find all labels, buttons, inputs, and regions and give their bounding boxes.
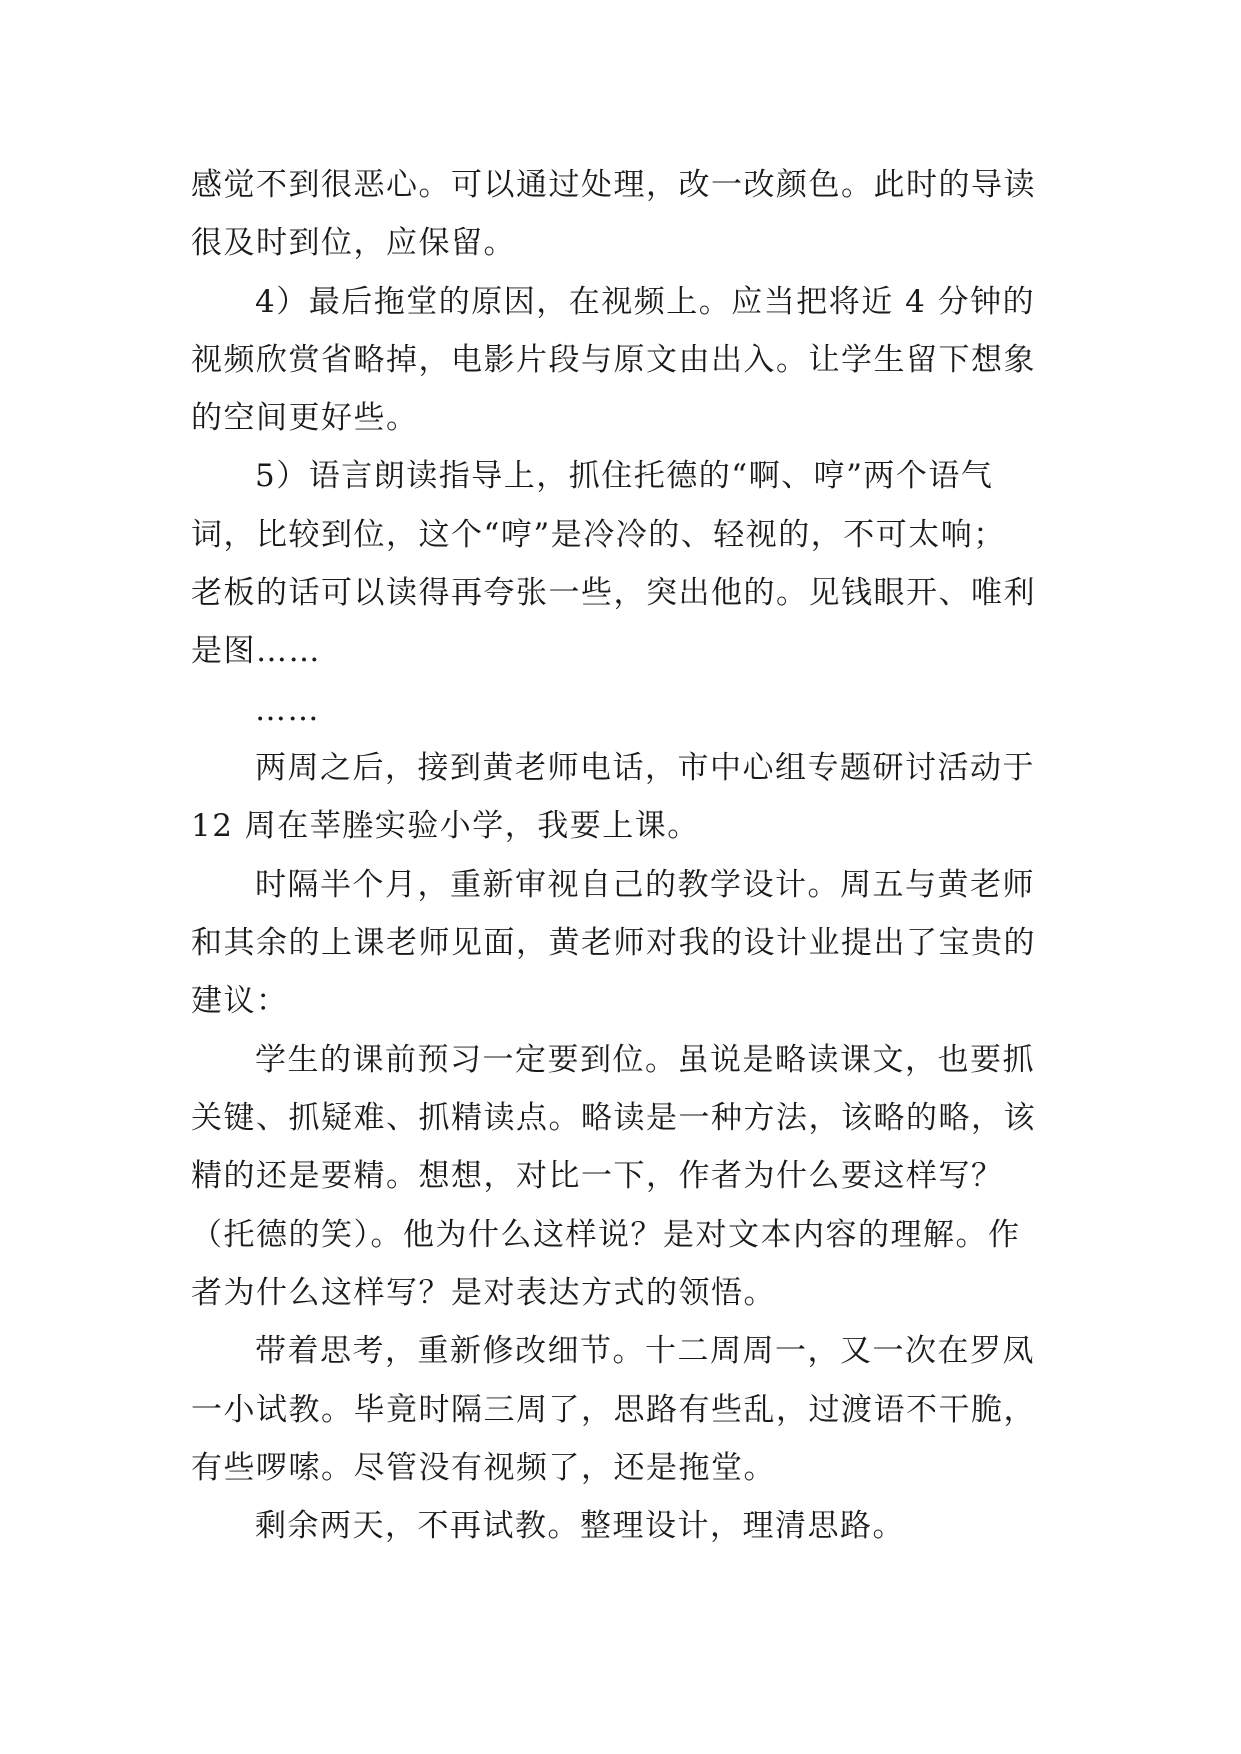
text-line: 5）语言朗读指导上，抓住托德的“啊、哼”两个语气 <box>255 458 994 494</box>
text-line: 两周之后，接到黄老师电话，市中心组专题研讨活动于 <box>255 750 1035 786</box>
text-line: 很及时到位，应保留。 <box>191 225 516 261</box>
text-line: 精的还是要精。想想，对比一下，作者为什么要这样写？ <box>191 1158 1004 1194</box>
text-line: 感觉不到很恶心。可以通过处理，改一改颜色。此时的导读 <box>191 167 1036 203</box>
text-line: 12 周在莘塍实验小学，我要上课。 <box>191 808 700 844</box>
text-line: 者为什么这样写？是对表达方式的领悟。 <box>191 1275 776 1311</box>
text-line: （托德的笑）。他为什么这样说？是对文本内容的理解。作 <box>191 1217 1021 1253</box>
text-line: 一小试教。毕竟时隔三周了，思路有些乱，过渡语不干脆， <box>191 1392 1036 1428</box>
text-line: 时隔半个月，重新审视自己的教学设计。周五与黄老师 <box>255 867 1035 903</box>
text-line: 是图…… <box>191 633 321 669</box>
text-line: …… <box>255 692 320 728</box>
text-line: 的空间更好些。 <box>191 400 419 436</box>
text-line: 老板的话可以读得再夸张一些，突出他的。见钱眼开、唯利 <box>191 575 1036 611</box>
text-line: 和其余的上课老师见面，黄老师对我的设计业提出了宝贵的 <box>191 925 1036 961</box>
text-line: 4）最后拖堂的原因，在视频上。应当把将近 4 分钟的 <box>255 284 1036 320</box>
text-line: 关键、抓疑难、抓精读点。略读是一种方法，该略的略，该 <box>191 1100 1036 1136</box>
text-line: 视频欣赏省略掉，电影片段与原文由出入。让学生留下想象 <box>191 342 1036 378</box>
text-line: 词，比较到位，这个“哼”是冷冷的、轻视的，不可太响； <box>191 517 1006 553</box>
text-line: 建议： <box>191 983 289 1019</box>
text-line: 带着思考，重新修改细节。十二周周一，又一次在罗凤 <box>255 1333 1035 1369</box>
text-line: 学生的课前预习一定要到位。虽说是略读课文，也要抓 <box>255 1042 1035 1078</box>
text-line: 有些啰嗦。尽管没有视频了，还是拖堂。 <box>191 1450 776 1486</box>
text-line: 剩余两天，不再试教。整理设计，理清思路。 <box>255 1508 905 1544</box>
